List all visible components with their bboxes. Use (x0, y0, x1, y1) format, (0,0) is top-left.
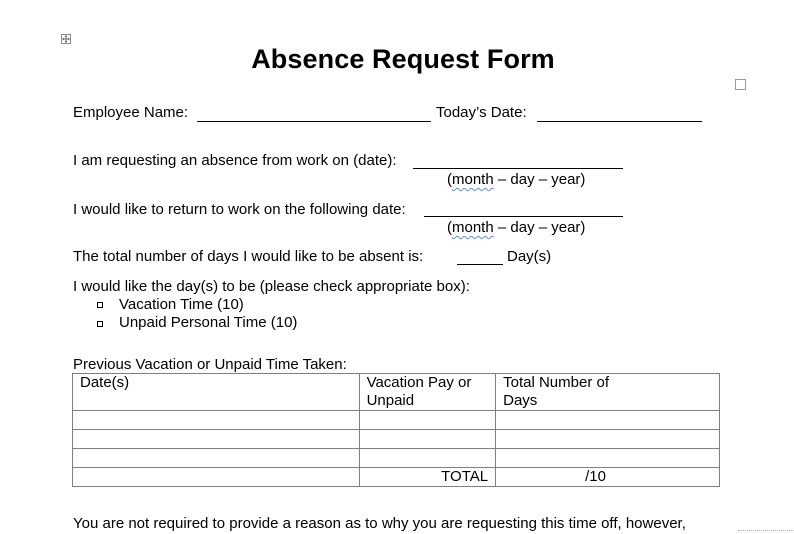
table-cell[interactable] (73, 468, 360, 487)
absence-from-date-hint: (month – day – year) (447, 171, 586, 188)
table-cell[interactable] (73, 430, 360, 449)
table-cell[interactable] (359, 411, 496, 430)
total-days-label: The total number of days I would like to be absent is: (73, 248, 424, 265)
table-row (73, 411, 720, 430)
absence-from-label: I am requesting an absence from work on (date): (73, 152, 397, 169)
unpaid-personal-time-label: Unpaid Personal Time (10) (119, 314, 298, 331)
days-suffix: Day(s) (507, 248, 552, 265)
table-cell[interactable] (496, 411, 720, 430)
total-label: TOTAL (359, 468, 496, 487)
absence-type-prompt: I would like the day(s) to be (please check appropriate box): (73, 278, 470, 295)
table-move-handle-icon[interactable] (61, 34, 71, 44)
header-total-days: Total Number of Days (496, 374, 720, 411)
page-boundary-rule (738, 530, 794, 531)
table-cell[interactable] (359, 449, 496, 468)
todays-date-label: Today’s Date: (436, 104, 527, 121)
table-total-row (73, 468, 720, 487)
employee-name-field[interactable] (197, 121, 431, 122)
employee-name-label: Employee Name: (73, 104, 189, 121)
return-date-field[interactable] (424, 216, 623, 217)
return-date-label: I would like to return to work on the following date: (73, 201, 406, 218)
vacation-time-checkbox[interactable] (97, 302, 103, 308)
header-dates: Date(s) (73, 374, 360, 411)
header-vacation-or-unpaid: Vacation Pay or Unpaid (359, 374, 496, 411)
todays-date-field[interactable] (537, 121, 702, 122)
return-date-hint: (month – day – year) (447, 219, 586, 236)
total-days-field[interactable] (457, 264, 503, 265)
table-cell[interactable] (496, 449, 720, 468)
table-cell[interactable] (496, 430, 720, 449)
total-value: /10 (496, 468, 720, 487)
footer-note: You are not required to provide a reason as to why you are requesting this time off, however, (73, 515, 686, 532)
table-cell[interactable] (73, 449, 360, 468)
form-title: Absence Request Form (251, 44, 555, 74)
table-row (73, 430, 720, 449)
previous-time-heading: Previous Vacation or Unpaid Time Taken: (73, 356, 347, 373)
table-row (73, 449, 720, 468)
unpaid-personal-time-checkbox[interactable] (97, 321, 103, 327)
table-cell[interactable] (73, 411, 360, 430)
table-header-row (73, 374, 720, 411)
text-boundary-marker-icon (735, 79, 746, 90)
table-cell[interactable] (359, 430, 496, 449)
vacation-time-label: Vacation Time (10) (119, 296, 244, 313)
previous-time-table (72, 373, 720, 487)
absence-from-date-field[interactable] (413, 168, 623, 169)
